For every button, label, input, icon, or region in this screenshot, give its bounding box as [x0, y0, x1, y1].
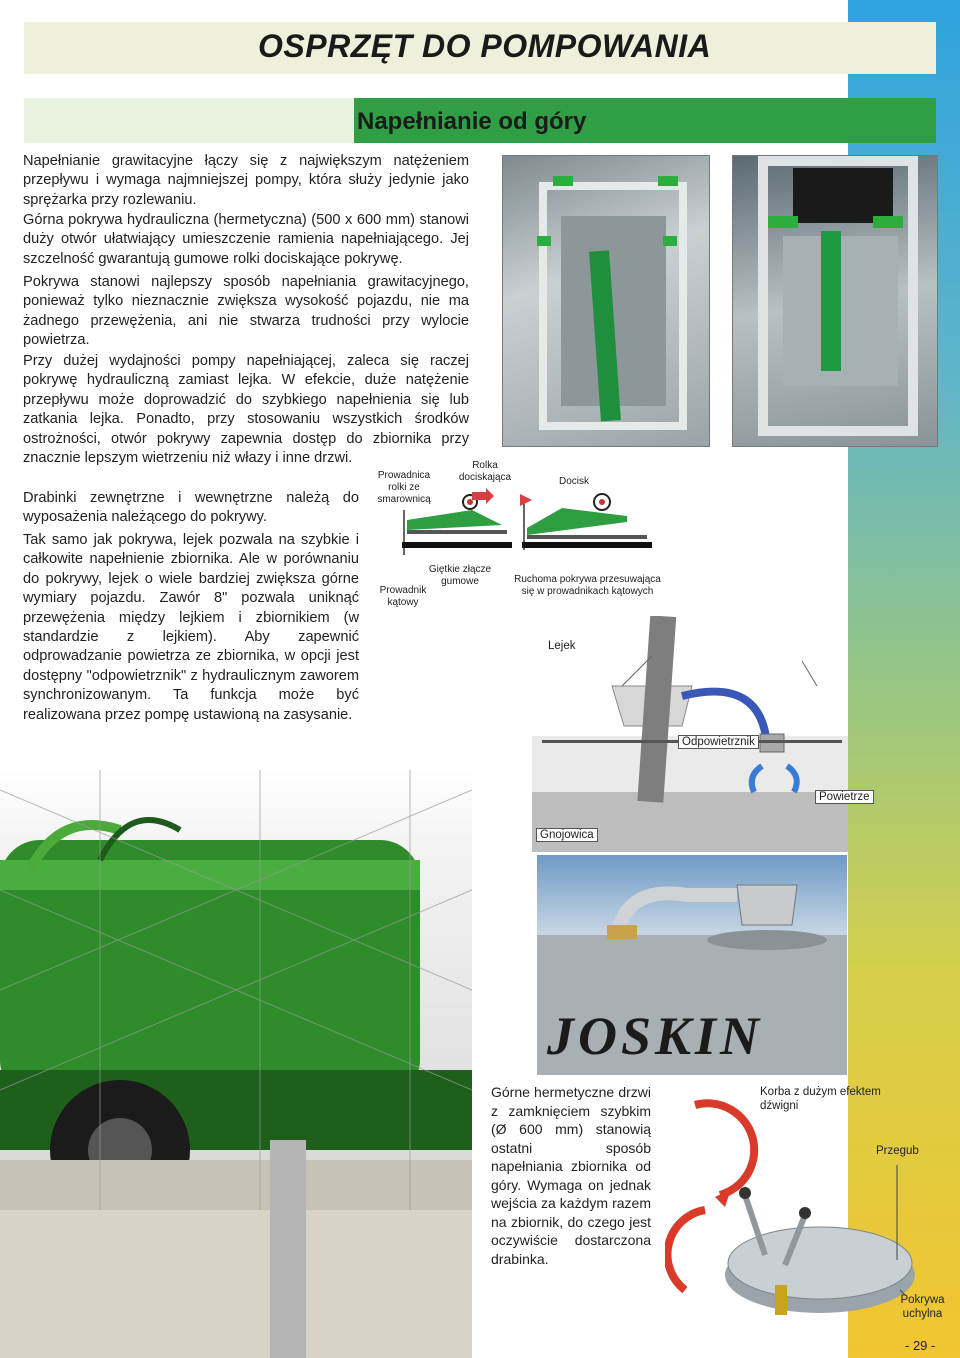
label-gnojowica: Gnojowica: [536, 828, 598, 842]
page-title: OSPRZĘT DO POMPOWANIA: [258, 28, 712, 64]
tanker-photo: [0, 770, 472, 1358]
funnel-diagram: [532, 616, 848, 852]
label-prowadnica: Prowadnica rolki ze smarownicą: [377, 470, 431, 505]
section-title: Napełnianie od góry: [357, 108, 587, 135]
label-korba: Korba z dużym efektem dźwigni: [760, 1086, 881, 1112]
cover-photo-2: [732, 155, 938, 447]
paragraph-3: Pokrywa stanowi najlepszy sposób napełniania grawitacyjnego, ponieważ tylko nieznacznie zwiększa wysokość pojazdu, nie ma żadnego przewężenia, ani nie stwarza trudności przy wylocie powietrza.: [23, 274, 469, 349]
paragraph-6: Tak samo jak pokrywa, lejek pozwala na szybkie i całkowite napełnienie zbiornika. Ale w porównaniu do pokrywy, lejek o wiele bardziej zwiększa górne wymiary pojazdu. Zawór 8" pozwala uniknąć przewężenia między lejkiem i zbiornikiem (w standardzie z lejkiem). Aby zapewnić odprowadzanie powietrza ze zbiornika, w opcji jest dostępny "odpowietrznik" z hydraulicznym zaworem synchronizowanym. Ta funkcja może być realizowana przez pompę ustawioną na zasysanie.: [23, 532, 359, 723]
label-docisk: Docisk: [558, 476, 589, 487]
joskin-tank-photo: [537, 855, 847, 1075]
page-number: - 29 -: [905, 1338, 936, 1353]
label-gietkie: Giętkie złącze gumowe: [428, 564, 492, 587]
paragraph-1: Napełnianie grawitacyjne łączy się z największym natężeniem przepływu i wymaga najmniejszej pompy, która służy jedynie jako sprężarka przy rozlewaniu.: [23, 153, 469, 208]
tanker-image: [0, 770, 472, 1358]
paragraph-5: Drabinki zewnętrzne i wewnętrzne należą do wyposażenia należącego do pokrywy.: [23, 490, 359, 526]
cover-photo-1: [502, 155, 710, 447]
paragraph-2: Górna pokrywa hydrauliczna (hermetyczna) (500 x 600 mm) stanowi duży otwór ułatwiający umieszczenie ramienia napełniającego. Jej szczelność gwarantują gumowe rolki dociskające pokrywę.: [23, 212, 469, 267]
door-illustration: [665, 1085, 915, 1335]
label-prowadnik: Prowadnik kątowy: [379, 585, 427, 608]
paragraph-4: Przy dużej wydajności pompy napełniającej, zaleca się raczej pokrywę hydrauliczną zamiast lejka. W efekcie, duże natężenie przepływu może doprowadzić do szybkiego napełnienia się lub zatkania lejka. Ponadto, przy stosowaniu wszystkich środków ostrożności, otwór pokrywy zapewnia dostęp do zbiornika przy znacznie lepszym wietrzeniu niż włazy i inne drzwi.: [23, 353, 469, 467]
label-pokrywa: Pokrywa uchylna: [900, 1294, 945, 1320]
joskin-brand-text: JOSKIN: [547, 1006, 764, 1066]
label-odpowietrznik: Odpowietrznik: [678, 735, 759, 749]
label-przegub: Przegub: [876, 1145, 919, 1157]
open-cover-image: [733, 156, 937, 446]
label-powietrze: Powietrze: [815, 790, 874, 804]
hydraulic-cover-image: [503, 156, 709, 446]
paragraph-7: Górne hermetyczne drzwi z zamknięciem szybkim (Ø 600 mm) stanowią ostatni sposób napełniania zbiornika od góry. Wymaga on jednak wejścia za każdym razem na zbiornik, do czego jest oczywiście dostarczona drabinka.: [491, 1084, 651, 1267]
label-lejek: Lejek: [548, 640, 576, 652]
label-ruchoma: Ruchoma pokrywa przesuwająca się w prowadnikach kątowych: [514, 574, 661, 597]
label-rolka: Rolka dociskająca: [458, 460, 512, 483]
